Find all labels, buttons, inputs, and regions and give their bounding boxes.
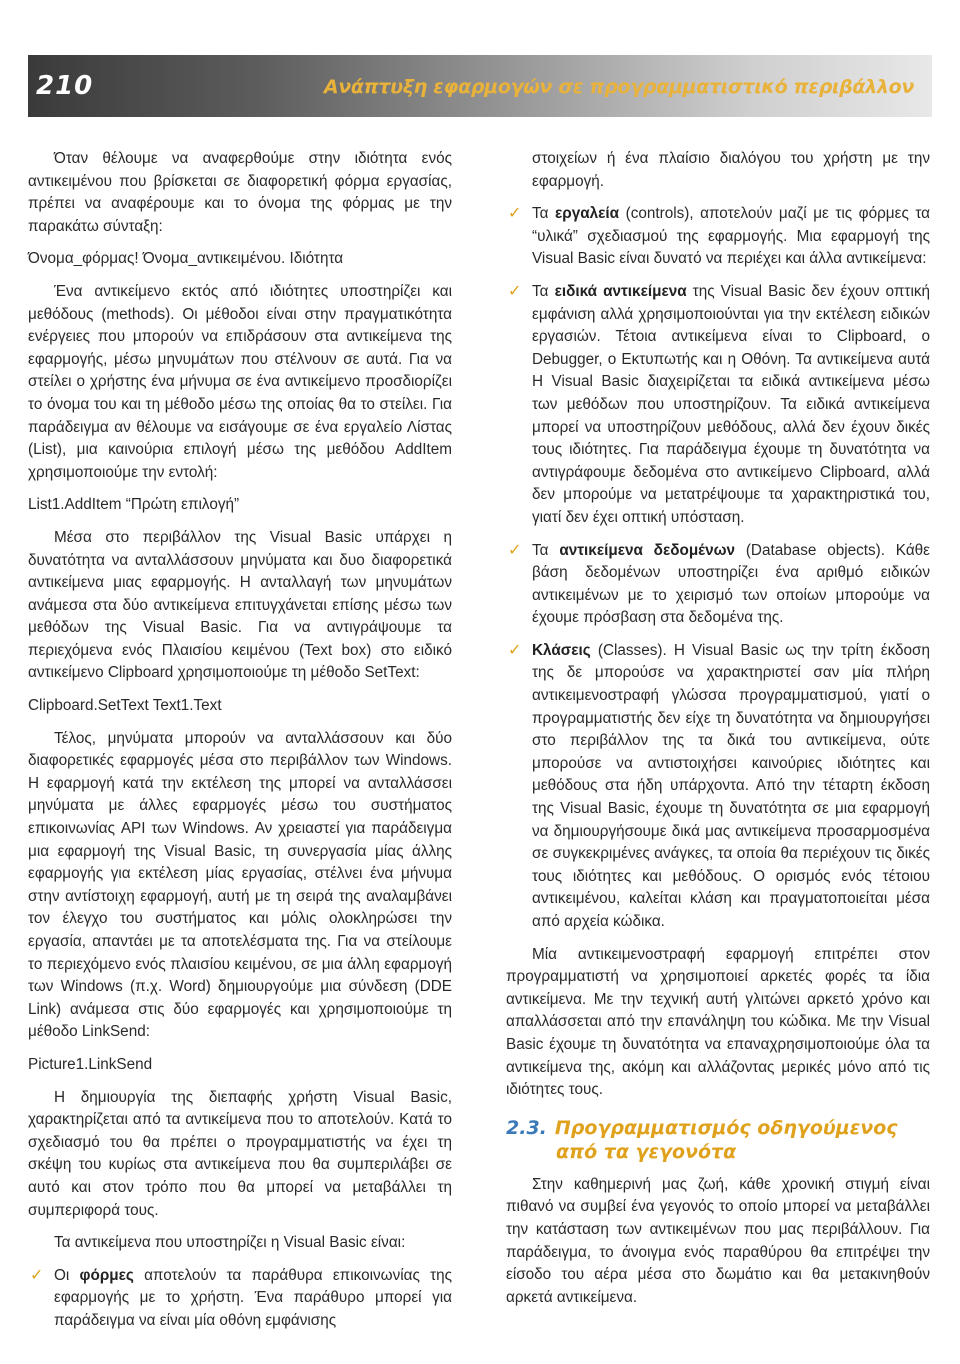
paragraph: Τα αντικείμενα που υποστηρίζει η Visual Basic είναι: <box>54 1234 406 1252</box>
bold-term: φόρμες <box>79 1266 134 1284</box>
running-title: Ανάπτυξη εφαρμογών σε προγραμματιστικό περιβάλλον <box>323 76 914 98</box>
section-number: 2.3. <box>506 1116 547 1139</box>
right-column <box>506 148 930 1319</box>
paragraph: Μέσα στο περιβάλλον της Visual Basic υπάρχει η δυνατότητα να ανταλλάσσουν μηνύματα και δυο διαφορετικά αντικείμενα μιας εφαρμογής. Η ανταλλαγή των μηνυμάτων ανάμεσα στα δύο αντικείμενα επιτυγχάνεται επίσης μέσω των μεθόδων της Visual Basic. Για να αντιγράψουμε τα περιεχόμενα ενός Πλαισίου κειμένου (Text box) στο ειδικό αντικείμενο Clipboard χρησιμοποιούμε τη μέθοδο SetText: <box>28 528 452 682</box>
paragraph: Ένα αντικείμενο εκτός από ιδιότητες υποστηρίζει και μεθόδους (methods). Οι μέθοδοι είναι στην πραγματικότητα ενέργειες που μπορούν να επιδράσουν στα αντικείμενα της εφαρμογής, μέσω μηνυμάτων που στέλνουν σε αυτά. Για να στείλει ο χρήστης ένα μήνυμα σε ένα αντικείμενο προσδιορίζει το όνομα του και τη μέθοδο μέσω της οποίας θα το στείλει. Για παράδειγμα αν θέλουμε να εισάγουμε σε ένα εργαλείο Λίστας (List), μια καινούρια επιλογή μέσω της μεθόδου AddItem χρησιμοποιούμε την εντολή: <box>28 282 452 481</box>
list-item: ✓ Τα ειδικά αντικείμενα της Visual Basic δεν έχουν οπτική εμφάνιση αλλά χρησιμοποιούνται για την εκτέλεση ειδικών εργασιών. Τέτοια αντικείμενα είναι το Clipboard, ο Debugger, ο Εκτυπωτής και η Οθόνη. Τα αντικείμενα αυτά Η Visual Basic διαχειρίζεται τα ειδικά αντικείμενα μέσω των μεθόδων που υποστηρίζουν. Τα ειδικά αντικείμενα μπορεί να υποστηρίζουν μεθόδους, αλλά δεν έχουν δικές τους ιδιότητες. Για παράδειγμα έχουμε τη δυνατότητα να αντιγράφουμε δεδομένα στο αντικείμενο Clipboard, αλλά δεν μπορούμε να μετατρέψουμε τα χαρακτηριστικά του, γιατί δεν έχει οπτική υπόσταση. <box>508 282 930 526</box>
bold-term: ειδικά αντικείμενα <box>554 282 687 300</box>
section-title-line2: από τα γεγονότα <box>556 1140 737 1163</box>
list-item: ✓ Οι φόρμες αποτελούν τα παράθυρα επικοινωνίας της εφαρμογής με το χρήστη. Ένα παράθυρο μπορεί για παράδειγμα να είναι μία οθόνη εμφάνισης <box>30 1266 452 1329</box>
list-item: ✓ Τα αντικείμενα δεδομένων (Database objects). Κάθε βάση δεδομένων υποστηρίζει ένα αριθμό ειδικών αντικειμένων με το χειρισμό των οποίων μπορούμε να έχουμε πρόσβαση στα δεδομένα της. <box>508 541 930 627</box>
page-header <box>28 55 932 117</box>
list-item-continued: στοιχείων ή ένα πλαίσιο διαλόγου του χρήστη με την εφαρμογή. <box>532 150 930 190</box>
code-line: Picture1.LinkSend <box>28 1055 153 1073</box>
list-item: ✓ Τα εργαλεία (controls), αποτελούν μαζί με τις φόρμες τα “υλικά” σχεδιασμού της εφαρμογής. Μια εφαρμογή της Visual Basic είναι δυνατό να περιέχει και άλλα αντικείμενα: <box>508 205 930 268</box>
paragraph: Στην καθημερινή μας ζωή, κάθε χρονική στιγμή είναι πιθανό να συμβεί ένα γεγονός το οποίο μπορεί να μεταβάλλει την κατάσταση των αντικειμένων που μας περιβάλλουν. Για παράδειγμα, το άνοιγμα ενός παραθύρου θα επιτρέψει την είσοδο του αέρα μέσα στο δωμάτιο και θα μετακινηθούν αρκετά αντικείμενα. <box>506 1175 930 1306</box>
paragraph: Τέλος, μηνύματα μπορούν να ανταλλάσσουν και δύο διαφορετικές εφαρμογές μέσα στο περιβάλλον των Windows. Η εφαρμογή κατά την εκτέλεση της μπορεί να ανταλλάσσει μηνύματα με άλλες εφαρμογές μέσω του συστήματος επικοινωνίας API των Windows. Αν χρειαστεί για παράδειγμα μια εφαρμογή της Visual Basic, τη συνεργασία μίας άλλης εφαρμογής για εκτέλεση μίας εργασίας, στέλνει ένα μήνυμα στην αντίστοιχη εφαρμογή, αυτή με τη σειρά της αναλαμβάνει τον έλεγχο του συστήματος και μόλις ολοκληρώσει την εργασία, απαντάει με τα αποτελέσματα της. Για να στείλουμε το περιεχόμενο ενός πλαισίου κειμένου, σε μια άλλη εφαρμογή των Windows (π.χ. Word) δημιουργούμε μια σύνδεση (DDE Link) ανάμεσα στις δύο εφαρμογές και χρησιμοποιούμε τη μέθοδο LinkSend: <box>28 729 452 1041</box>
checkmark-icon: ✓ <box>508 205 522 223</box>
checkmark-icon: ✓ <box>508 641 522 659</box>
section-title-line1: Προγραμματισμός οδηγούμενος <box>554 1116 898 1139</box>
paragraph: Η δημιουργία της διεπαφής χρήστη Visual Basic, χαρακτηρίζεται από τα αντικείμενα που το αποτελούν. Κατά το σχεδιασμό του θα πρέπει ο προγραμματιστής να έχει τη σκέψη του κυρίως στα αντικείμενα που θα συμπεριλάβει σε αυτό και στον τρόπο που θα μπορεί να μεταβάλλει τη συμπεριφορά τους. <box>28 1088 452 1219</box>
code-line: List1.AddItem “Πρώτη επιλογή” <box>28 496 240 514</box>
bold-term: αντικείμενα δεδομένων <box>559 541 736 559</box>
left-column <box>28 148 452 1343</box>
bold-term: Κλάσεις <box>532 641 591 659</box>
page-number: 210 <box>36 71 94 101</box>
section-heading <box>506 1116 930 1164</box>
code-line: Όνομα_φόρμας! Όνομα_αντικειμένου. Ιδιότητα <box>28 250 344 268</box>
checkmark-icon: ✓ <box>508 541 522 559</box>
bold-term: εργαλεία <box>555 205 620 223</box>
checkmark-icon: ✓ <box>508 282 522 300</box>
paragraph: Μία αντικειμενοστραφή εφαρμογή επιτρέπει στον προγραμματιστή να χρησιμοποιεί αρκετές φορές τα ίδια αντικείμενα. Με την τεχνική αυτή γλιτώνει αρκετό χρόνο και απαλλάσσεται από την επανάληψη του κώδικα. Με την Visual Basic έχουμε τη δυνατότητα να επαναχρησιμοποιούμε όλα τα αντικείμενα της, ακόμη και αλλάζοντας μερικές μόνο από τις ιδιότητες τους. <box>506 945 930 1099</box>
checkmark-icon: ✓ <box>30 1266 44 1284</box>
list-item: ✓ Κλάσεις (Classes). Η Visual Basic ως την τρίτη έκδοση της δε μπορούσε να χαρακτηριστεί σαν μία πλήρη αντικειμενοστραφή γλώσσα προγραμματισμού, γιατί ο προγραμματιστής δεν είχε τη δυνατότητα να δημιουργήσει στο περιβάλλον της τα δικά του αντικείμενα, ούτε μπορούσε να αντιστοιχήσει καινούριες ιδιότητες και μεθόδους στα ήδη υπάρχοντα. Από την τέταρτη έκδοση της Visual Basic, έχουμε τη δυνατότητα σε μια εφαρμογή να δημιουργήσουμε δικά μας αντικείμενα προσαρμοσμένα σε συγκεκριμένες ανάγκες, τα οποία θα περιέχουν τις δικές τους ιδιότητες και μεθόδους. Ο ορισμός ενός τέτοιου αντικειμένου, καλείται κλάση και πραγματοποιείται μέσα από αρχεία κώδικα. <box>508 641 930 930</box>
code-line: Clipboard.SetText Text1.Text <box>28 697 222 715</box>
paragraph: Όταν θέλουμε να αναφερθούμε στην ιδιότητα ενός αντικειμένου που βρίσκεται σε διαφορετική φόρμα εργασίας, πρέπει να αναφέρουμε και το όνομα της φόρμας με την παρακάτω σύνταξη: <box>28 150 452 235</box>
